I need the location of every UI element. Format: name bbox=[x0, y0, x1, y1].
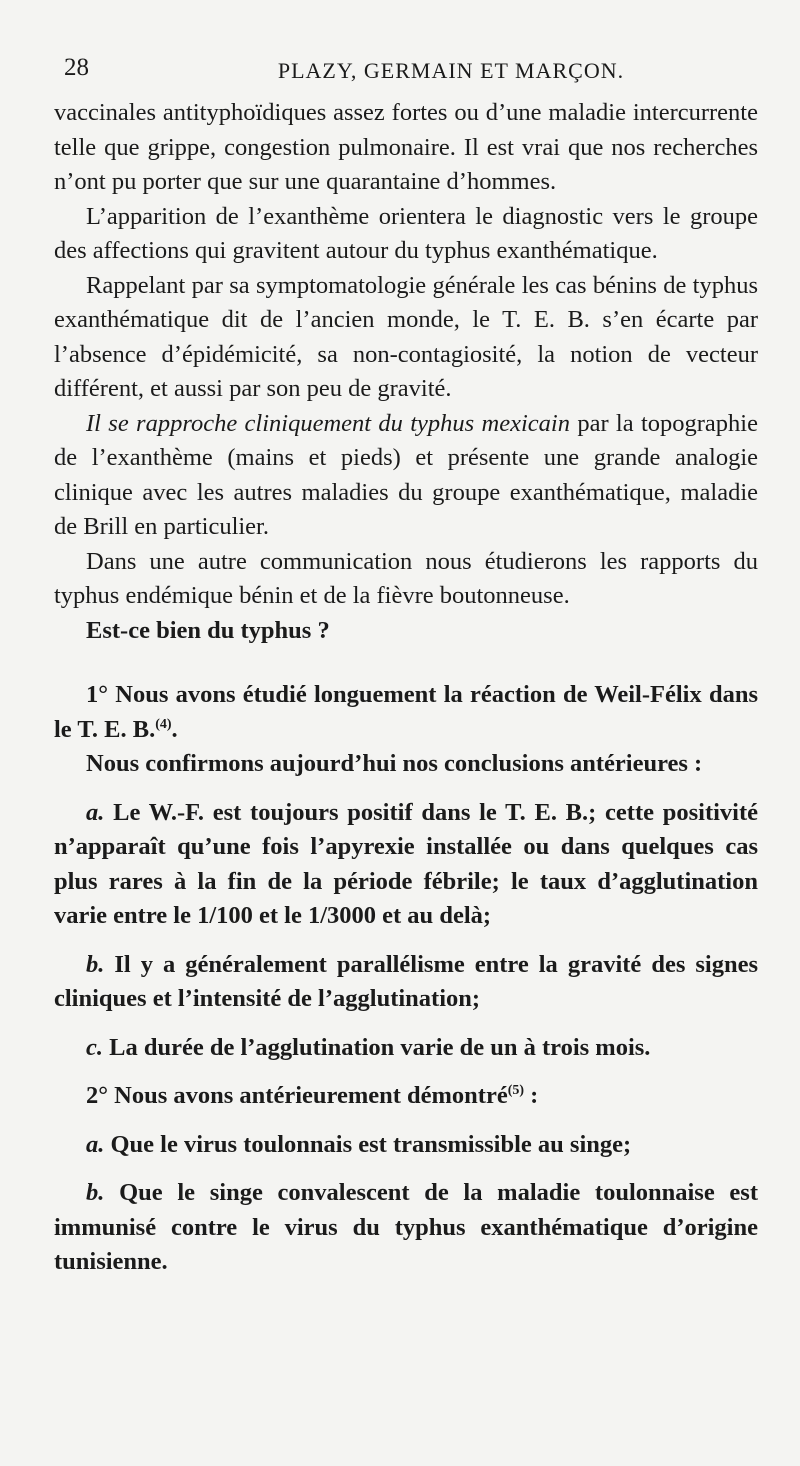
running-head: PLAZY, GERMAIN ET MARÇON. bbox=[277, 58, 625, 83]
paragraph-4-italic: Il se rapproche cliniquement du typhus mexicain bbox=[86, 409, 570, 437]
page-header bbox=[54, 0, 758, 96]
spacer bbox=[54, 782, 758, 796]
item-b-2-text: Que le singe convalescent de la maladie toulonnaise est immunisé contre le virus du typhus exanthématique d’origine tunisienne. bbox=[54, 1179, 758, 1275]
spacer bbox=[54, 1017, 758, 1031]
spacer bbox=[54, 934, 758, 948]
section-1-text: 1° Nous avons étudié longuement la réaction de Weil-Félix dans le T. E. B. bbox=[54, 681, 758, 743]
spacer bbox=[54, 1162, 758, 1176]
item-b-2-label: b. bbox=[86, 1179, 105, 1206]
item-b-1 bbox=[54, 948, 758, 1017]
spacer bbox=[54, 1114, 758, 1128]
paragraph-4-rest: par la topographie de l’exanthème (mains et pieds) et présente une grande analogie clinique avec les autres maladies du groupe exanthématique, maladie de Brill en particulier. bbox=[54, 409, 758, 540]
paragraph-3: Rappelant par sa symptomatologie générale les cas bénins de typhus exanthématique dit de l’ancien monde, le T. E. B. s’en écarte par l’absence d’épidémicité, sa non-contagiosité, la notion de vecteur différent, et aussi par son peu de gravité. bbox=[54, 271, 758, 402]
item-b-2 bbox=[54, 1176, 758, 1280]
section-1-end: . bbox=[171, 715, 178, 743]
section-2-text: 2° Nous avons antérieurement démontré bbox=[86, 1082, 508, 1109]
item-c-1 bbox=[54, 1031, 758, 1066]
section-1-continued: Nous confirmons aujourd’hui nos conclusions antérieures : bbox=[86, 750, 703, 777]
page-number: 28 bbox=[64, 54, 89, 81]
item-b-1-text: Il y a généralement parallélisme entre la gravité des signes cliniques et l’intensité de l’agglutination; bbox=[54, 950, 758, 1012]
item-c-1-label: c. bbox=[86, 1033, 103, 1061]
section-1 bbox=[54, 678, 758, 747]
item-a-1 bbox=[54, 796, 758, 934]
item-a-2-text: Que le virus toulonnais est transmissible au singe; bbox=[104, 1130, 632, 1158]
item-a-1-label: a. bbox=[86, 798, 105, 826]
body-text bbox=[54, 96, 758, 1280]
paragraph-2: L’apparition de l’exanthème orientera le diagnostic vers le groupe des affections qui gravitent autour du typhus exanthématique. bbox=[54, 202, 758, 264]
footnote-ref-4: (4) bbox=[155, 716, 172, 732]
paragraph-6: Est-ce bien du typhus ? bbox=[86, 616, 330, 644]
paragraph-1: vaccinales antityphoïdiques assez fortes ou d’une maladie intercurrente telle que grippe, congestion pulmonaire. Il est vrai que nos recherches n’ont pu porter que sur une quarantaine d’hommes. bbox=[54, 99, 758, 195]
item-b-1-label: b. bbox=[86, 950, 105, 978]
footnote-ref-5: (5) bbox=[507, 1083, 525, 1098]
section-2-end: : bbox=[524, 1082, 539, 1109]
paragraph-4 bbox=[54, 407, 758, 545]
item-a-1-text: Le W.-F. est toujours positif dans le T. E. B.; cette positivité n’apparaît qu’une fois l’apyrexie installée ou dans quelques cas plus rares à la fin de la période fébrile; le taux d’agglutination varie entre le 1/100 et le 1/3000 et au delà; bbox=[54, 798, 758, 929]
paragraph-5: Dans une autre communication nous étudierons les rapports du typhus endémique bénin et de la fièvre boutonneuse. bbox=[54, 547, 758, 609]
spacer bbox=[54, 648, 758, 678]
section-2 bbox=[54, 1079, 758, 1114]
item-a-2-label: a. bbox=[86, 1130, 105, 1158]
spacer bbox=[54, 1065, 758, 1079]
item-a-2 bbox=[54, 1128, 758, 1163]
item-c-1-text: La durée de l’agglutination varie de un à trois mois. bbox=[103, 1033, 651, 1061]
